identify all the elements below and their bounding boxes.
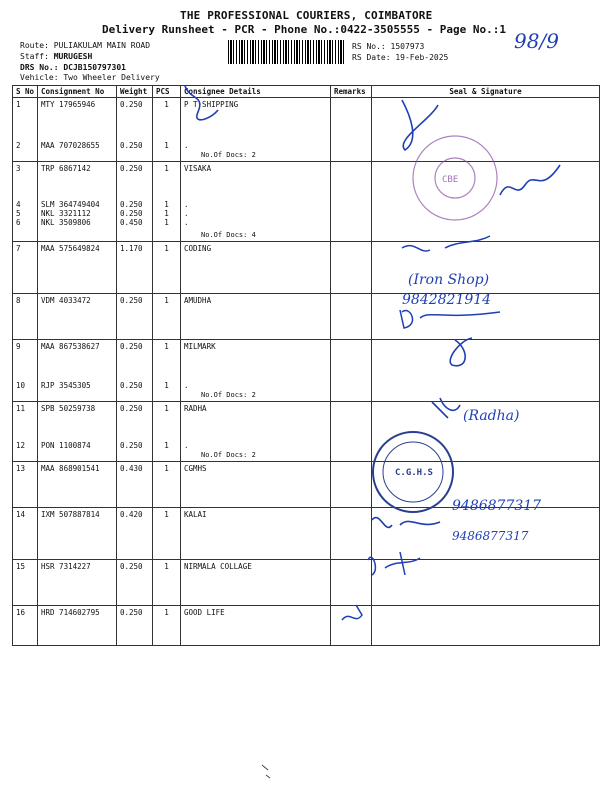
row-weight-value: 0.250 <box>120 141 143 150</box>
signature-row14 <box>372 518 440 528</box>
row-consignee-value: MILMARK <box>184 342 216 351</box>
row-weight-value: 0.250 <box>120 381 143 390</box>
row-consignee-value: CODING <box>184 244 212 253</box>
row-weight-value: 0.250 <box>120 296 143 305</box>
row-sno-value: 16 <box>16 608 26 617</box>
vehicle-label: Vehicle: <box>20 73 59 82</box>
row-consignee-value: . <box>184 200 189 209</box>
no-of-docs: No.Of Docs: 4 <box>201 231 256 239</box>
staff-value: MURUGESH <box>53 52 93 61</box>
no-of-docs: No.Of Docs: 2 <box>201 451 256 459</box>
signature-row11 <box>432 398 460 418</box>
staff-label: Staff: <box>20 52 49 61</box>
route-value: PULIAKULAM MAIN ROAD <box>53 41 151 50</box>
handwritten-count-text: 98/9 <box>514 29 559 53</box>
row-pcs-value: 1 <box>164 100 169 109</box>
col-sno: S No <box>13 86 38 98</box>
row-sno-value: 3 <box>16 164 21 173</box>
row-consignment-value: IXM 507887814 <box>41 510 100 519</box>
row-consignment-value: HSR 7314227 <box>41 562 91 571</box>
rs-no-value: 1507973 <box>390 42 425 51</box>
row-weight-value: 0.450 <box>120 218 143 227</box>
row-consignee-value: . <box>184 381 189 390</box>
drs-value: DCJB150797301 <box>63 63 126 72</box>
row-consignment-value: VDM 4033472 <box>41 296 91 305</box>
radha-note: (Radha) <box>463 408 520 424</box>
row-weight-value: 0.420 <box>120 510 143 519</box>
row-consignee-value: RADHA <box>184 404 207 413</box>
kalai-phone-1: 9486877317 <box>452 498 542 514</box>
row-pcs-value: 1 <box>164 200 169 209</box>
row-sno-value: 6 <box>16 218 21 227</box>
rs-no-label: RS No.: <box>352 42 386 51</box>
row-consignment-value: MTY 17965946 <box>41 100 96 109</box>
col-consignee: Consignee Details <box>181 86 331 98</box>
row-consignment-value: MAA 707028655 <box>41 141 100 150</box>
row-consignment-value: SPB 50259738 <box>41 404 96 413</box>
row-consignment-value: NKL 3321112 <box>41 209 91 218</box>
row-sno-value: 2 <box>16 141 21 150</box>
row-pcs-value: 1 <box>164 218 169 227</box>
row-consignee-value: P T SHIPPING <box>184 100 239 109</box>
row-weight-value: 0.250 <box>120 404 143 413</box>
company-title: THE PROFESSIONAL COURIERS, COIMBATORE <box>180 9 433 22</box>
phone-note: 9842821914 <box>402 292 492 308</box>
no-of-docs: No.Of Docs: 2 <box>201 151 256 159</box>
cbe-stamp <box>413 136 497 220</box>
row-consignment-value: SLM 364749404 <box>41 200 100 209</box>
row-consignee-value: NIRMALA COLLAGE <box>184 562 252 571</box>
row-consignee-value: KALAI <box>184 510 207 519</box>
row-consignment-value: NKL 3509806 <box>41 218 91 227</box>
row-sno-value: 8 <box>16 296 21 305</box>
drs-label: DRS No.: <box>20 63 59 72</box>
rs-date-value: 19-Feb-2025 <box>395 53 449 62</box>
col-weight: Weight <box>117 86 153 98</box>
col-signature: Seal & Signature <box>372 86 600 98</box>
row-weight-value: 0.250 <box>120 100 143 109</box>
row-consignee-value: . <box>184 218 189 227</box>
signature-row8 <box>400 310 500 328</box>
signature-row7 <box>402 236 490 251</box>
vehicle-value: Two Wheeler Delivery <box>63 73 160 82</box>
cghs-stamp-text: C.G.H.S <box>395 468 433 478</box>
row-weight-value: 0.250 <box>120 441 143 450</box>
row-pcs-value: 1 <box>164 510 169 519</box>
cbe-stamp-text: CBE <box>442 175 459 185</box>
row-pcs-value: 1 <box>164 296 169 305</box>
cghs-stamp <box>373 432 453 512</box>
row-pcs-value: 1 <box>164 404 169 413</box>
row-consignment-value: TRP 6867142 <box>41 164 91 173</box>
row-pcs-value: 1 <box>164 342 169 351</box>
row-pcs-value: 1 <box>164 164 169 173</box>
signature-row16 <box>342 605 362 620</box>
row-pcs-value: 1 <box>164 381 169 390</box>
row-pcs-value: 1 <box>164 464 169 473</box>
row-pcs-value: 1 <box>164 141 169 150</box>
row-consignment-value: MAA 868901541 <box>41 464 100 473</box>
row-weight-value: 0.250 <box>120 562 143 571</box>
row-pcs-value: 1 <box>164 244 169 253</box>
row-pcs-value: 1 <box>164 441 169 450</box>
row-weight-value: 0.430 <box>120 464 143 473</box>
row-sno-value: 13 <box>16 464 26 473</box>
signature-row1 <box>185 86 438 150</box>
row-consignee-value: . <box>184 441 189 450</box>
row-consignee-value: AMUDHA <box>184 296 212 305</box>
row-consignee-value: . <box>184 209 189 218</box>
row-weight-value: 0.250 <box>120 209 143 218</box>
signature-row15 <box>368 552 420 575</box>
row-sno-value: 10 <box>16 381 26 390</box>
kalai-phone-2: 9486877317 <box>452 529 529 543</box>
row-pcs-value: 1 <box>164 608 169 617</box>
row-weight-value: 0.250 <box>120 200 143 209</box>
row-consignment-value: RJP 3545305 <box>41 381 91 390</box>
row-sno-value: 5 <box>16 209 21 218</box>
no-of-docs: No.Of Docs: 2 <box>201 391 256 399</box>
rs-date-label: RS Date: <box>352 53 391 62</box>
row-sno-value: 14 <box>16 510 26 519</box>
row-weight-value: 0.250 <box>120 608 143 617</box>
row-sno-value: 1 <box>16 100 21 109</box>
row-sno-value: 4 <box>16 200 21 209</box>
row-sno-value: 12 <box>16 441 26 450</box>
col-consignment: Consignment No <box>38 86 117 98</box>
signature-row3 <box>500 165 560 195</box>
row-consignment-value: PON 1100874 <box>41 441 91 450</box>
runsheet-subtitle: Delivery Runsheet - PCR - Phone No.:0422-3505555 - Page No.:1 <box>102 23 506 36</box>
row-consignee-value: GOOD LIFE <box>184 608 225 617</box>
row-weight-value: 1.170 <box>120 244 143 253</box>
row-weight-value: 0.250 <box>120 342 143 351</box>
route-label: Route: <box>20 41 49 50</box>
row-sno-value: 7 <box>16 244 21 253</box>
row-sno-value: 11 <box>16 404 26 413</box>
row-weight-value: 0.250 <box>120 164 143 173</box>
row-consignment-value: MAA 575649824 <box>41 244 100 253</box>
row-consignee-value: . <box>184 141 189 150</box>
col-pcs: PCS <box>153 86 181 98</box>
row-pcs-value: 1 <box>164 209 169 218</box>
row-consignee-value: VISAKA <box>184 164 212 173</box>
stray-mark <box>262 765 270 778</box>
row-consignee-value: CGMHS <box>184 464 207 473</box>
shop-note: (Iron Shop) <box>408 272 490 288</box>
row-consignment-value: HRD 714602795 <box>41 608 100 617</box>
col-remarks: Remarks <box>331 86 372 98</box>
row-pcs-value: 1 <box>164 562 169 571</box>
row-consignment-value: MAA 867538627 <box>41 342 100 351</box>
row-sno-value: 9 <box>16 342 21 351</box>
row-sno-value: 15 <box>16 562 26 571</box>
signature-row9 <box>450 338 472 366</box>
